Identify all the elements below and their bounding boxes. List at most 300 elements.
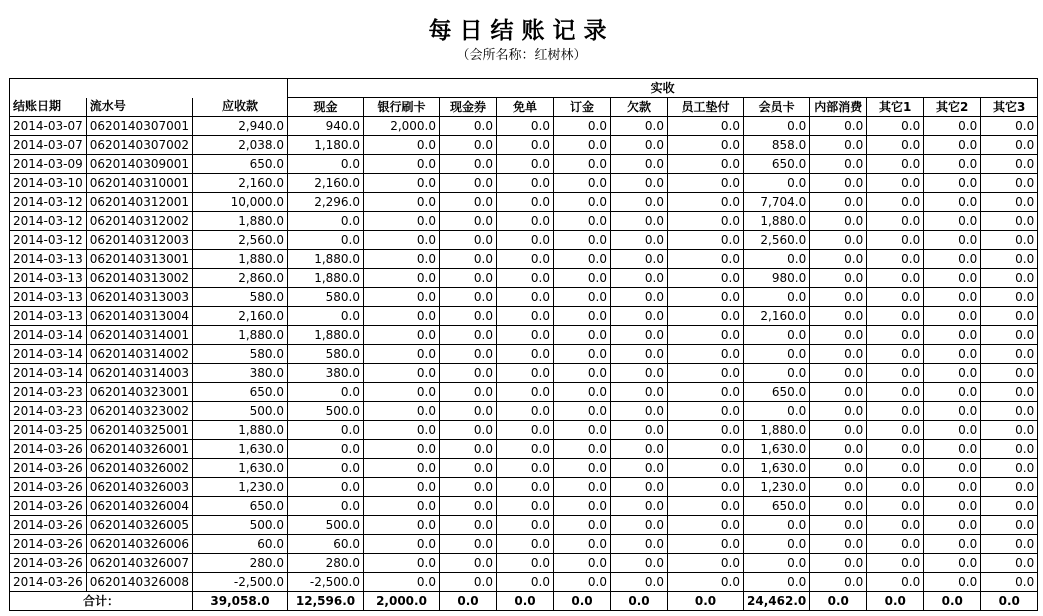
table-cell: 0.0 [981,212,1038,231]
table-cell: 0.0 [668,573,744,592]
table-cell: 0.0 [611,231,668,250]
table-cell: 10,000.0 [193,193,288,212]
table-cell: 0.0 [364,307,440,326]
table-cell: 940.0 [288,117,364,136]
table-cell: 0.0 [981,421,1038,440]
totals-cell: 0.0 [867,592,924,611]
table-cell: 0620140314003 [86,364,192,383]
table-cell: 0.0 [554,554,611,573]
table-row [10,573,1038,592]
header-row-columns [10,98,1038,117]
table-cell: 2,560.0 [193,231,288,250]
table-cell: 0.0 [867,193,924,212]
table-cell: 0.0 [810,497,867,516]
table-cell: 0.0 [924,326,981,345]
table-cell: 2014-03-23 [10,383,87,402]
col-debt: 欠款 [611,98,668,117]
table-cell: 60.0 [193,535,288,554]
header-row-group [10,79,1038,98]
table-cell: 0.0 [440,269,497,288]
table-cell: 2014-03-26 [10,535,87,554]
table-cell: 0.0 [611,402,668,421]
table-cell: 0.0 [497,402,554,421]
col-serial: 流水号 [86,98,192,117]
col-voucher: 现金券 [440,98,497,117]
table-cell: 2014-03-26 [10,478,87,497]
table-cell: 0.0 [440,174,497,193]
table-cell: 0.0 [981,250,1038,269]
table-cell: 0.0 [744,250,810,269]
table-cell: 0.0 [497,364,554,383]
header-actual-received: 实收 [288,79,1038,98]
table-cell: 0.0 [668,231,744,250]
table-cell: 2,560.0 [744,231,810,250]
table-cell: 0.0 [981,459,1038,478]
table-row [10,307,1038,326]
table-cell: 0.0 [981,573,1038,592]
table-cell: 0.0 [744,326,810,345]
table-cell: 0.0 [554,136,611,155]
col-staff-advance: 员工垫付 [668,98,744,117]
table-cell: 0.0 [554,497,611,516]
table-cell: 0.0 [497,155,554,174]
table-cell: 0.0 [288,212,364,231]
table-cell: 0.0 [497,440,554,459]
table-cell: 0.0 [867,326,924,345]
table-cell: 0620140326002 [86,459,192,478]
table-cell: 2014-03-07 [10,117,87,136]
table-cell: 2,160.0 [193,307,288,326]
table-cell: 0.0 [554,117,611,136]
table-row [10,459,1038,478]
table-row [10,250,1038,269]
table-cell: 2014-03-12 [10,231,87,250]
table-cell: 0.0 [554,174,611,193]
table-row [10,155,1038,174]
table-row [10,516,1038,535]
table-cell: 1,880.0 [744,212,810,231]
table-cell: 0.0 [440,193,497,212]
table-cell: 0.0 [611,421,668,440]
table-cell: 0.0 [924,269,981,288]
table-cell: 1,630.0 [744,459,810,478]
table-cell: 0.0 [867,155,924,174]
table-cell: 0.0 [497,497,554,516]
table-cell: 0.0 [440,136,497,155]
table-cell: 580.0 [288,345,364,364]
table-cell: 2014-03-26 [10,573,87,592]
totals-cell: 39,058.0 [193,592,288,611]
col-cash: 现金 [288,98,364,117]
table-cell: 0.0 [497,212,554,231]
table-cell: 0.0 [981,478,1038,497]
table-cell: 0.0 [924,155,981,174]
table-cell: 0.0 [924,478,981,497]
table-cell: 0.0 [924,459,981,478]
table-cell: 0.0 [611,117,668,136]
table-cell: 2,000.0 [364,117,440,136]
table-cell: 0.0 [744,174,810,193]
table-cell: 0.0 [288,497,364,516]
table-cell: 0.0 [440,155,497,174]
table-cell: 280.0 [288,554,364,573]
table-cell: 0620140309001 [86,155,192,174]
table-row [10,383,1038,402]
table-cell: 0.0 [981,174,1038,193]
table-cell: 0.0 [497,383,554,402]
table-cell: 0.0 [668,478,744,497]
table-cell: 0.0 [497,307,554,326]
table-cell: 0.0 [611,174,668,193]
table-cell: 0.0 [867,516,924,535]
table-cell: 0.0 [668,554,744,573]
table-cell: 0.0 [497,250,554,269]
table-cell: 0.0 [924,383,981,402]
table-cell: 0.0 [440,573,497,592]
table-cell: 0.0 [497,535,554,554]
table-cell: 0.0 [924,440,981,459]
table-cell: 0.0 [611,250,668,269]
table-cell: 0.0 [288,440,364,459]
table-cell: 0.0 [867,250,924,269]
table-cell: 0.0 [924,117,981,136]
table-cell: 0.0 [744,288,810,307]
table-cell: 0.0 [440,478,497,497]
table-cell: 0620140307002 [86,136,192,155]
table-cell: 0.0 [668,402,744,421]
table-cell: 0.0 [668,136,744,155]
table-cell: 0.0 [668,459,744,478]
table-cell: 0.0 [611,269,668,288]
table-cell: 0.0 [744,402,810,421]
table-cell: 0.0 [611,573,668,592]
table-cell: 2,160.0 [288,174,364,193]
table-cell: 0.0 [810,478,867,497]
table-cell: 0620140323001 [86,383,192,402]
table-cell: 0.0 [288,478,364,497]
table-cell: 0.0 [924,307,981,326]
table-cell: 0.0 [924,535,981,554]
table-cell: 0.0 [364,345,440,364]
table-cell: 2014-03-13 [10,250,87,269]
table-cell: 2014-03-26 [10,554,87,573]
table-row [10,535,1038,554]
table-cell: 0.0 [554,459,611,478]
table-cell: 0.0 [497,288,554,307]
table-cell: 0.0 [810,231,867,250]
table-cell: 0.0 [440,516,497,535]
table-cell: 0.0 [810,155,867,174]
checkout-table [9,78,1038,611]
table-cell: 0.0 [810,117,867,136]
col-waived: 免单 [497,98,554,117]
table-cell: 1,230.0 [193,478,288,497]
table-cell: 0.0 [981,269,1038,288]
table-cell: 0.0 [554,383,611,402]
table-cell: 0.0 [867,307,924,326]
col-deposit: 订金 [554,98,611,117]
table-cell: 1,880.0 [288,269,364,288]
table-row [10,326,1038,345]
table-cell: 0.0 [810,212,867,231]
table-cell: 0.0 [867,212,924,231]
table-cell: 980.0 [744,269,810,288]
table-row [10,421,1038,440]
totals-row [10,592,1038,611]
table-cell: 0.0 [364,516,440,535]
table-cell: 0.0 [924,497,981,516]
table-cell: 0.0 [554,231,611,250]
table-cell: 0.0 [668,497,744,516]
table-row [10,269,1038,288]
table-cell: 0620140310001 [86,174,192,193]
table-cell: 1,180.0 [288,136,364,155]
table-cell: 0620140314002 [86,345,192,364]
table-cell: 0.0 [924,554,981,573]
table-cell: 0620140314001 [86,326,192,345]
table-cell: 0.0 [668,307,744,326]
table-cell: 0.0 [810,288,867,307]
totals-cell: 0.0 [554,592,611,611]
table-cell: 2014-03-14 [10,364,87,383]
table-cell: 0.0 [611,288,668,307]
table-cell: 0.0 [867,478,924,497]
table-cell: 0.0 [364,421,440,440]
table-cell: 2014-03-10 [10,174,87,193]
table-cell: 0.0 [440,326,497,345]
table-cell: 2014-03-14 [10,326,87,345]
table-cell: 0.0 [810,554,867,573]
table-cell: 0.0 [440,459,497,478]
table-row [10,231,1038,250]
totals-cell: 12,596.0 [288,592,364,611]
table-row [10,193,1038,212]
table-cell: 0620140325001 [86,421,192,440]
table-cell: 2,860.0 [193,269,288,288]
totals-cell: 0.0 [981,592,1038,611]
table-cell: 0.0 [364,535,440,554]
table-cell: 0.0 [810,364,867,383]
table-cell: 2,038.0 [193,136,288,155]
table-cell: 0.0 [611,383,668,402]
table-cell: 0.0 [611,459,668,478]
col-other1: 其它1 [867,98,924,117]
table-cell: 0.0 [867,440,924,459]
table-cell: 0.0 [867,231,924,250]
table-cell: 0.0 [810,307,867,326]
table-cell: 0.0 [364,402,440,421]
table-cell: 0.0 [611,554,668,573]
table-cell: 0.0 [364,155,440,174]
table-cell: 0.0 [981,136,1038,155]
table-row [10,554,1038,573]
table-cell: 0.0 [981,554,1038,573]
table-cell: 2014-03-26 [10,497,87,516]
table-cell: 0.0 [554,250,611,269]
table-cell: 0.0 [810,459,867,478]
table-cell: 0.0 [440,345,497,364]
table-cell: 0.0 [668,345,744,364]
table-cell: 0.0 [981,516,1038,535]
table-cell: 280.0 [193,554,288,573]
table-cell: 2014-03-09 [10,155,87,174]
table-cell: 2,296.0 [288,193,364,212]
table-cell: 580.0 [193,288,288,307]
table-cell: 0620140326008 [86,573,192,592]
table-cell: 0.0 [497,136,554,155]
table-cell: 0.0 [364,269,440,288]
table-cell: 0.0 [497,193,554,212]
table-cell: 0.0 [867,364,924,383]
table-cell: 0.0 [288,459,364,478]
table-cell: 0.0 [554,535,611,554]
table-cell: 0.0 [364,288,440,307]
totals-cell: 0.0 [810,592,867,611]
table-cell: 0620140326004 [86,497,192,516]
table-cell: 0.0 [668,155,744,174]
table-cell: 1,880.0 [193,212,288,231]
table-cell: 0.0 [744,345,810,364]
table-cell: 0.0 [611,193,668,212]
table-cell: 0.0 [981,193,1038,212]
table-cell: 0.0 [810,402,867,421]
totals-cell: 0.0 [440,592,497,611]
table-cell: 0.0 [554,516,611,535]
table-cell: 0.0 [497,345,554,364]
table-cell: 2,160.0 [193,174,288,193]
table-cell: 0.0 [554,402,611,421]
table-cell: 0.0 [668,364,744,383]
table-cell: 0.0 [440,212,497,231]
table-cell: 0.0 [497,516,554,535]
table-cell: 0.0 [440,364,497,383]
table-cell: 1,630.0 [744,440,810,459]
table-cell: 0.0 [497,478,554,497]
table-cell: 380.0 [288,364,364,383]
table-cell: 0.0 [440,231,497,250]
table-cell: 0.0 [364,174,440,193]
table-cell: 0.0 [867,554,924,573]
table-cell: 0.0 [867,288,924,307]
table-cell: 0620140323002 [86,402,192,421]
table-cell: 0.0 [364,326,440,345]
table-cell: -2,500.0 [288,573,364,592]
table-cell: 0.0 [810,250,867,269]
table-cell: 1,880.0 [288,250,364,269]
table-cell: 2,160.0 [744,307,810,326]
table-cell: 580.0 [288,288,364,307]
table-cell: 0.0 [364,364,440,383]
table-cell: 0.0 [668,421,744,440]
table-cell: 380.0 [193,364,288,383]
table-cell: 650.0 [193,155,288,174]
table-cell: 1,630.0 [193,459,288,478]
table-row [10,440,1038,459]
col-date: 结账日期 [10,98,87,117]
table-cell: 0.0 [668,269,744,288]
totals-cell: 24,462.0 [744,592,810,611]
table-cell: 0.0 [668,440,744,459]
table-cell: 500.0 [193,402,288,421]
table-cell: 0.0 [440,402,497,421]
table-cell: 0.0 [497,421,554,440]
table-cell: 1,880.0 [193,250,288,269]
table-cell: 1,880.0 [744,421,810,440]
table-cell: 650.0 [744,383,810,402]
table-cell: 0.0 [924,193,981,212]
table-cell: 0.0 [810,269,867,288]
table-cell: 0.0 [554,478,611,497]
table-cell: 0.0 [924,573,981,592]
table-cell: 0.0 [611,478,668,497]
table-cell: 0.0 [810,535,867,554]
table-cell: 0620140307001 [86,117,192,136]
header-blank [10,79,288,98]
table-cell: 0.0 [611,440,668,459]
table-cell: 0.0 [744,364,810,383]
table-row [10,212,1038,231]
table-cell: 0620140313002 [86,269,192,288]
table-cell: 0.0 [981,440,1038,459]
table-cell: 0.0 [981,364,1038,383]
table-cell: 0.0 [668,383,744,402]
table-cell: 60.0 [288,535,364,554]
table-cell: 0.0 [440,440,497,459]
table-cell: 0.0 [810,440,867,459]
table-cell: 0620140313003 [86,288,192,307]
totals-cell: 0.0 [611,592,668,611]
table-cell: 0.0 [364,440,440,459]
table-row [10,288,1038,307]
table-cell: 580.0 [193,345,288,364]
table-cell: 2,940.0 [193,117,288,136]
table-cell: 0.0 [668,516,744,535]
table-row [10,402,1038,421]
table-cell: 0.0 [611,497,668,516]
table-cell: -2,500.0 [193,573,288,592]
table-cell: 0.0 [668,326,744,345]
table-cell: 0.0 [867,497,924,516]
report-subtitle: （会所名称：红树林） [456,48,587,63]
table-cell: 2014-03-23 [10,402,87,421]
table-cell: 0.0 [364,459,440,478]
table-row [10,345,1038,364]
table-cell: 2014-03-14 [10,345,87,364]
table-cell: 0.0 [364,497,440,516]
table-cell: 0.0 [924,421,981,440]
table-row [10,364,1038,383]
table-cell: 500.0 [288,516,364,535]
table-row [10,136,1038,155]
table-cell: 0.0 [867,402,924,421]
table-cell: 0.0 [981,307,1038,326]
table-cell: 1,880.0 [288,326,364,345]
table-cell: 0.0 [554,345,611,364]
table-cell: 0.0 [744,554,810,573]
table-cell: 0.0 [288,231,364,250]
table-cell: 0.0 [668,250,744,269]
totals-cell: 0.0 [924,592,981,611]
col-internal: 内部消费 [810,98,867,117]
table-cell: 0.0 [668,212,744,231]
table-cell: 0.0 [288,307,364,326]
table-cell: 0.0 [810,326,867,345]
table-cell: 0.0 [364,136,440,155]
totals-cell: 0.0 [668,592,744,611]
table-cell: 0.0 [810,516,867,535]
table-cell: 0.0 [668,174,744,193]
table-cell: 0.0 [981,497,1038,516]
